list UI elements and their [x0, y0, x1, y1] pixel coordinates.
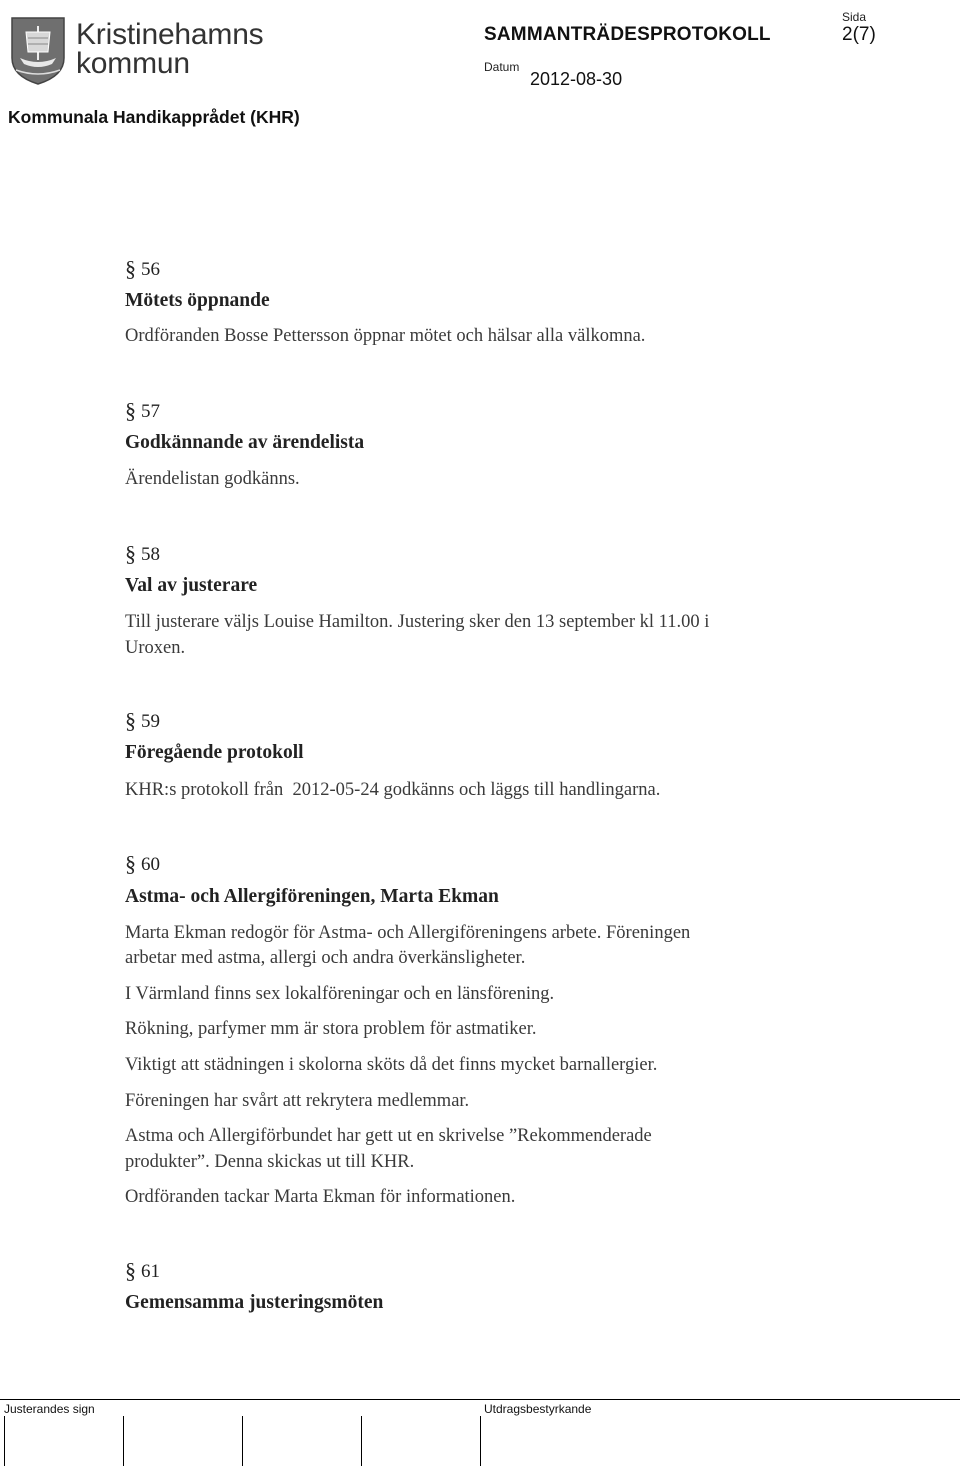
section-text: KHR:s protokoll från 2012-05-24 godkänns och läggs till handlingarna. [125, 780, 661, 800]
signature-box-divider [480, 1416, 481, 1466]
ship-emblem-icon [8, 14, 68, 86]
section-symbol: § [125, 256, 136, 281]
section-heading: Val av justerare [125, 575, 258, 596]
section-number: § 58 [125, 541, 160, 566]
footer-divider [0, 1399, 960, 1400]
section-heading: Godkännande av ärendelista [125, 432, 365, 453]
section-number: § 56 [125, 256, 160, 281]
section-text: Rökning, parfymer mm är stora problem för astmatiker. [125, 1019, 537, 1039]
section-text: Till justerare väljs Louise Hamilton. Justering sker den 13 september kl 11.00 i [125, 612, 710, 632]
section-heading: Föregående protokoll [125, 742, 304, 763]
signature-box-divider [242, 1416, 243, 1466]
section-text: produkter”. Denna skickas ut till KHR. [125, 1152, 415, 1172]
section-symbol: § [125, 1258, 136, 1283]
signature-box-divider [123, 1416, 124, 1466]
section-heading: Gemensamma justeringsmöten [125, 1292, 384, 1313]
page-label: Sida [842, 10, 867, 24]
section-text: Ordföranden tackar Marta Ekman för informationen. [125, 1187, 516, 1207]
date-label: Datum [484, 60, 520, 74]
section-text: Marta Ekman redogör för Astma- och Allergiföreningens arbete. Föreningen [125, 923, 691, 943]
section-text: Ärendelistan godkänns. [125, 469, 300, 489]
extract-verification-label: Utdragsbestyrkande [484, 1402, 592, 1416]
section-text: arbetar med astma, allergi och andra överkänsligheter. [125, 948, 526, 968]
section-heading: Astma- och Allergiföreningen, Marta Ekman [125, 886, 499, 907]
section-symbol: § [125, 708, 136, 733]
organization-name [76, 20, 263, 78]
document-type: SAMMANTRÄDESPROTOKOLL [484, 24, 771, 45]
section-text: I Värmland finns sex lokalföreningar och en länsförening. [125, 984, 555, 1004]
org-name-line1: Kristinehamns [76, 18, 264, 51]
section-heading: Mötets öppnande [125, 290, 270, 311]
section-number: § 57 [125, 398, 160, 423]
date-value: 2012-08-30 [530, 69, 623, 89]
section-text: Föreningen har svårt att rekrytera medlemmar. [125, 1091, 470, 1111]
section-number: § 60 [125, 851, 160, 876]
section-text: Uroxen. [125, 638, 186, 658]
committee-name: Kommunala Handikapprådet (KHR) [8, 107, 300, 127]
signature-box-divider [4, 1416, 5, 1466]
signature-label: Justerandes sign [4, 1402, 95, 1416]
section-number: § 59 [125, 708, 160, 733]
section-text: Viktigt att städningen i skolorna sköts då det finns mycket barnallergier. [125, 1055, 658, 1075]
page-number: 2(7) [842, 24, 876, 45]
org-name-line2: kommun [76, 47, 190, 80]
section-number: § 61 [125, 1258, 160, 1283]
section-text: Ordföranden Bosse Pettersson öppnar mötet och hälsar alla välkomna. [125, 326, 646, 346]
section-symbol: § [125, 398, 136, 423]
signature-box-divider [361, 1416, 362, 1466]
section-symbol: § [125, 541, 136, 566]
section-symbol: § [125, 851, 136, 876]
section-text: Astma och Allergiförbundet har gett ut en skrivelse ”Rekommenderade [125, 1126, 652, 1146]
